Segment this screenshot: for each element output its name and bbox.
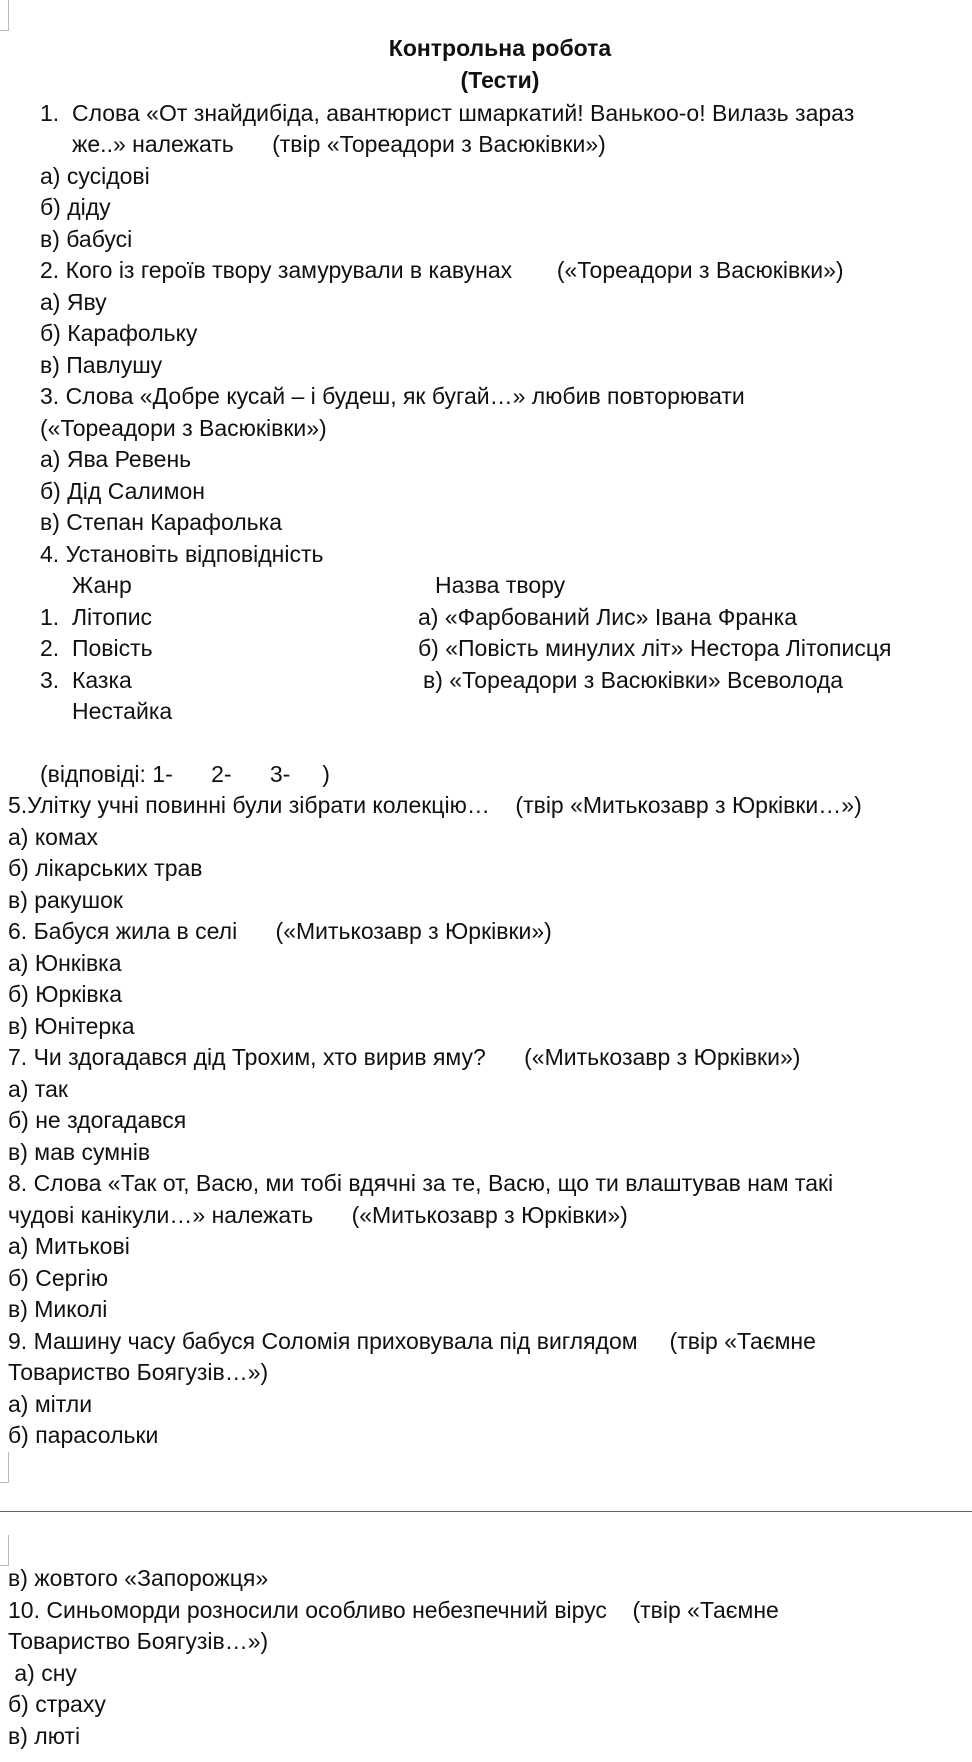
question-1-option-a: а) сусідові — [40, 163, 150, 189]
question-2-option-a: а) Яву — [40, 289, 107, 315]
question-1-option-b: б) діду — [40, 194, 111, 220]
matching-right-item: в) «Тореадори з Васюківки» Всеволода — [423, 667, 844, 693]
question-4-answers: (відповіді: 1- 2- 3- ) — [40, 761, 330, 787]
question-5-text: 5.Улітку учні повинні були зібрати колекцію… (твір «Митькозавр з Юрківки…») — [8, 792, 862, 818]
question-10-option-b: б) страху — [8, 1691, 106, 1717]
question-10-option-c: в) люті — [8, 1723, 81, 1749]
question-3-text: 3. Слова «Добре кусай – і будеш, як бугай…» любив повторювати — [40, 383, 745, 409]
question-6-option-c: в) Юнітерка — [8, 1013, 135, 1039]
question-9-text: 9. Машину часу бабуся Соломія приховувала під виглядом (твір «Таємне — [8, 1328, 816, 1354]
matching-header-genre: Жанр — [72, 572, 132, 598]
matching-right-item: б) «Повість минулих літ» Нестора Літописця — [418, 635, 892, 661]
page-corner-mark-top — [0, 0, 9, 31]
question-1-text-cont: же..» належать (твір «Тореадори з Васюківки») — [72, 131, 606, 157]
matching-left-item: 3. Казка — [40, 667, 132, 693]
question-9-option-c: в) жовтого «Запорожця» — [8, 1565, 269, 1591]
document-title: Контрольна робота — [388, 35, 612, 61]
question-8-option-b: б) Сергію — [8, 1265, 109, 1291]
question-8-text: 8. Слова «Так от, Васю, ми тобі вдячні за те, Васю, що ти влаштував нам такі — [8, 1170, 834, 1196]
question-9-option-a: а) мітли — [8, 1391, 93, 1417]
question-8-text-cont: чудові канікули…» належать («Митькозавр з Юрківки») — [8, 1202, 628, 1228]
question-9-text-cont: Товариство Боягузів…») — [8, 1359, 269, 1385]
question-6-text: 6. Бабуся жила в селі («Митькозавр з Юрківки») — [8, 918, 552, 944]
question-2-option-b: б) Карафольку — [40, 320, 198, 346]
matching-left-item: 2. Повість — [40, 635, 153, 661]
matching-right-item: а) «Фарбований Лис» Івана Франка — [418, 604, 797, 630]
question-8-option-c: в) Миколі — [8, 1296, 108, 1322]
question-1-option-c: в) бабусі — [40, 226, 133, 252]
question-7-option-a: а) так — [8, 1076, 68, 1102]
page-break-divider — [0, 1511, 972, 1512]
question-10-option-a: а) сну — [8, 1660, 77, 1686]
question-1-text: 1. Слова «От знайдибіда, авантюрист шмаркатий! Ванькоо-о! Вилазь зараз — [40, 100, 855, 126]
question-3-option-a: а) Ява Ревень — [40, 446, 192, 472]
page-corner-mark-bottom — [0, 1452, 9, 1483]
question-8-option-a: а) Митькові — [8, 1233, 130, 1259]
question-5-option-b: б) лікарських трав — [8, 855, 203, 881]
document-subtitle: (Тести) — [460, 67, 540, 93]
question-2-option-c: в) Павлушу — [40, 352, 163, 378]
matching-header-title: Назва твору — [435, 572, 566, 598]
question-7-option-c: в) мав сумнів — [8, 1139, 151, 1165]
question-3-text-cont: («Тореадори з Васюківки») — [40, 415, 327, 441]
page-corner-mark-top — [0, 1535, 9, 1566]
question-10-text-cont: Товариство Боягузів…») — [8, 1628, 269, 1654]
question-10-text: 10. Синьоморди розносили особливо небезпечний вірус (твір «Таємне — [8, 1597, 779, 1623]
question-9-option-b: б) парасольки — [8, 1422, 159, 1448]
question-5-option-a: а) комах — [8, 824, 99, 850]
question-7-text: 7. Чи здогадався дід Трохим, хто вирив яму? («Митькозавр з Юрківки») — [8, 1044, 801, 1070]
matching-left-item: 1. Літопис — [40, 604, 153, 630]
question-7-option-b: б) не здогадався — [8, 1107, 187, 1133]
question-3-option-b: б) Дід Салимон — [40, 478, 205, 504]
question-5-option-c: в) ракушок — [8, 887, 123, 913]
question-3-option-c: в) Степан Карафолька — [40, 509, 283, 535]
question-4-text: 4. Установіть відповідність — [40, 541, 324, 567]
question-2-text: 2. Кого із героїв твору замурували в кавунах («Тореадори з Васюківки») — [40, 257, 844, 283]
matching-left-continuation: Нестайка — [72, 698, 173, 724]
question-6-option-a: а) Юнківка — [8, 950, 122, 976]
question-6-option-b: б) Юрківка — [8, 981, 123, 1007]
